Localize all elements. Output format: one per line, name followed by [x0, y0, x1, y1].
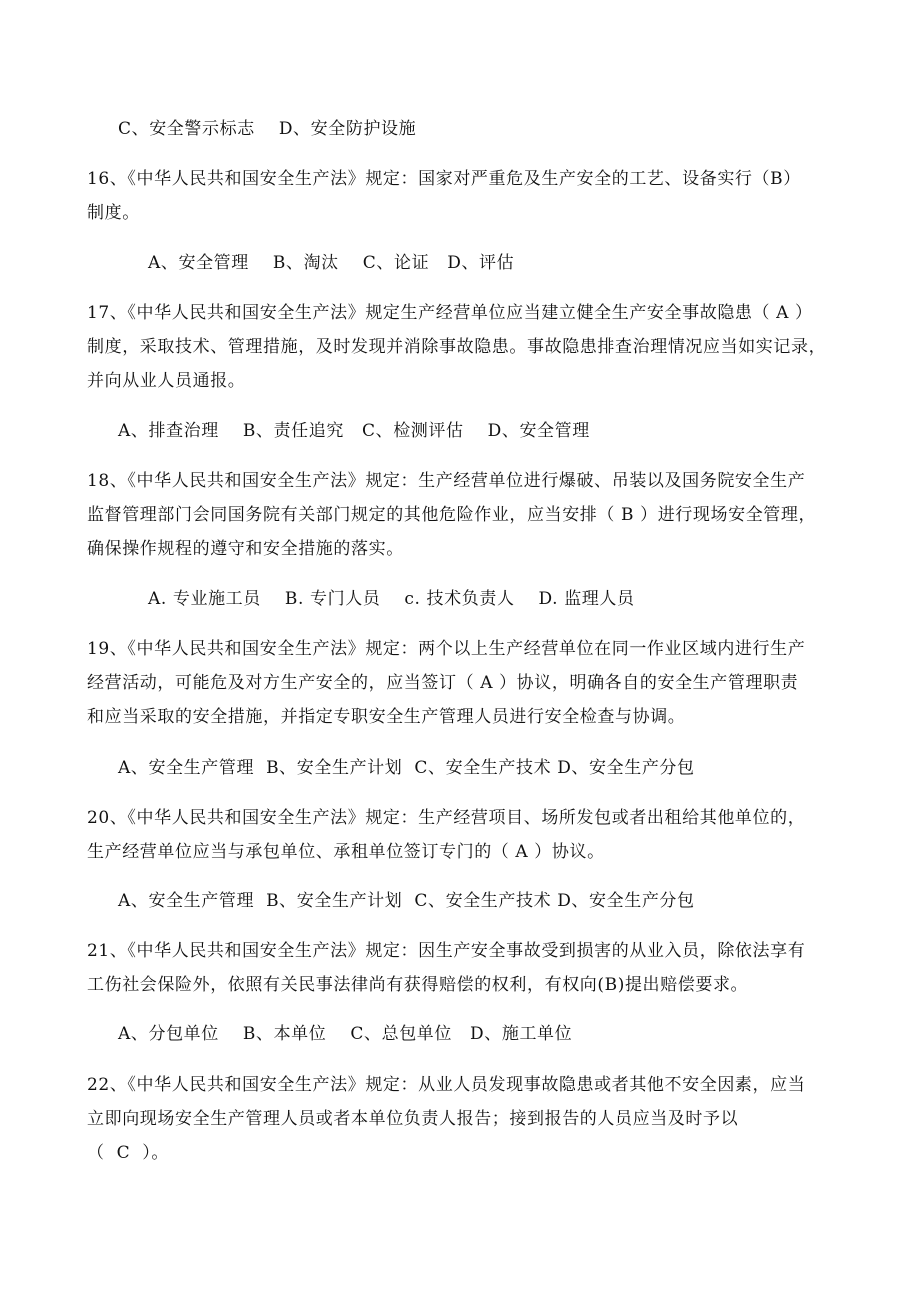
- question-16: 16、《中华人民共和国安全生产法》规定：国家对严重危及生产安全的工艺、设备实行（B）: [87, 169, 801, 189]
- question-22: 22、《中华人民共和国安全生产法》规定：从业人员发现事故隐患或者其他不安全因素，应当: [87, 1075, 806, 1095]
- question-18-cont-1: 监督管理部门会同国务院有关部门规定的其他危险作业，应当安排（ B ）进行现场安全管理，: [87, 505, 817, 525]
- question-20-cont: 生产经营单位应当与承包单位、承租单位签订专门的（ A ）协议。: [87, 842, 605, 862]
- question-21-cont: 工伤社会保险外，依照有关民事法律尚有获得赔偿的权利，有权向(B)提出赔偿要求。: [87, 975, 749, 995]
- question-19-cont-2: 和应当采取的安全措施，并指定专职安全生产管理人员进行安全检查与协调。: [87, 707, 686, 727]
- question-17: 17、《中华人民共和国安全生产法》规定生产经营单位应当建立健全生产安全事故隐患（ A ）: [87, 303, 813, 323]
- question-22-cont-1: 立即向现场安全生产管理人员或者本单位负责人报告；接到报告的人员应当及时予以: [87, 1109, 739, 1129]
- question-18: 18、《中华人民共和国安全生产法》规定：生产经营单位进行爆破、吊装以及国务院安全生产: [87, 471, 806, 491]
- question-17-cont-2: 并向从业人员通报。: [87, 371, 246, 391]
- option-line-q20: A、安全生产管理 B、安全生产计划 C、安全生产技术 D、安全生产分包: [118, 891, 695, 911]
- question-22-cont-2: （ C ）。: [87, 1143, 169, 1163]
- option-line-q19: A、安全生产管理 B、安全生产计划 C、安全生产技术 D、安全生产分包: [118, 758, 695, 778]
- option-line-q18: A. 专业施工员 B. 专门人员 c. 技术负责人 D. 监理人员: [148, 589, 635, 609]
- question-19-cont-1: 经营活动，可能危及对方生产安全的，应当签订（ A ）协议，明确各自的安全生产管理职责: [87, 673, 799, 693]
- option-line-q16: A、安全管理 B、淘汰 C、论证 D、评估: [148, 253, 515, 273]
- question-19: 19、《中华人民共和国安全生产法》规定：两个以上生产经营单位在同一作业区域内进行生产: [87, 639, 806, 659]
- question-16-cont: 制度。: [87, 203, 140, 223]
- question-17-cont-1: 制度，采取技术、管理措施，及时发现并消除事故隐患。事故隐患排查治理情况应当如实记录，: [87, 337, 827, 357]
- option-line-q17: A、排查治理 B、责任追究 C、检测评估 D、安全管理: [118, 421, 590, 441]
- option-line-q21: A、分包单位 B、本单位 C、总包单位 D、施工单位: [118, 1024, 573, 1044]
- option-line-q15: C、安全警示标志 D、安全防护设施: [118, 119, 417, 139]
- question-18-cont-2: 确保操作规程的遵守和安全措施的落实。: [87, 539, 404, 559]
- question-20: 20、《中华人民共和国安全生产法》规定：生产经营项目、场所发包或者出租给其他单位的，: [87, 808, 806, 828]
- question-21: 21、《中华人民共和国安全生产法》规定：因生产安全事故受到损害的从业入员，除依法享有: [87, 941, 806, 961]
